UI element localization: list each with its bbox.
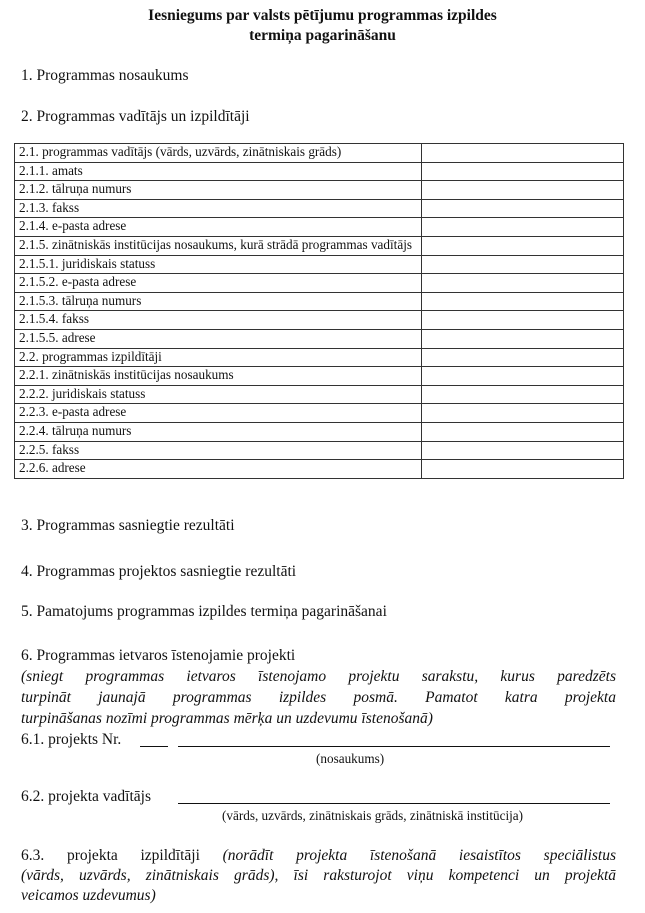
table-row [15,348,624,367]
table-row [15,292,624,311]
row-value-cell[interactable] [422,422,624,441]
section-5-heading: 5. Pamatojums programmas izpildes termiņa pagarināšanai [21,603,387,620]
item-6-3-note-part-1: (norādīt projekta īstenošanā iesaistītos speciālistus [222,847,616,864]
row-label: 2.1.5.1. juridiskais statuss [15,255,422,274]
table-row [15,255,624,274]
table-row [15,441,624,460]
row-label: 2.2.5. fakss [15,441,422,460]
row-value-cell[interactable] [422,367,624,386]
section-4-heading: 4. Programmas projektos sasniegtie rezultāti [21,563,297,580]
table-row [15,329,624,348]
section-6-instruction [21,666,616,729]
project-leader-field[interactable] [178,788,610,804]
row-label: 2.1. programmas vadītājs (vārds, uzvārds, zinātniskais grāds) [15,144,422,163]
project-number-field[interactable] [140,731,168,747]
row-label: 2.2.2. juridiskais statuss [15,385,422,404]
row-label: 2.1.5.3. tālruņa numurs [15,292,422,311]
row-value-cell[interactable] [422,181,624,200]
item-6-3-line-1 [21,846,616,866]
row-value-cell[interactable] [422,144,624,163]
item-6-3-plain-part: īsi raksturojot viņu kompetenci un projektā [293,867,617,884]
row-label: 2.2.3. e-pasta adrese [15,404,422,423]
row-label: 2.1.4. e-pasta adrese [15,218,422,237]
row-value-cell[interactable] [422,404,624,423]
row-label: 2.1.5. zinātniskās institūcijas nosaukums, kurā strādā programmas vadītājs [15,236,422,255]
section-2-heading: 2. Programmas vadītājs un izpildītāji [21,108,250,125]
row-value-cell[interactable] [422,292,624,311]
row-label: 2.2. programmas izpildītāji [15,348,422,367]
row-label: 2.2.1. zinātniskās institūcijas nosaukums [15,367,422,386]
document-title [0,6,645,46]
table-row [15,181,624,200]
project-name-field[interactable] [178,731,610,747]
item-6-3-label: 6.3. projekta izpildītāji [21,847,200,864]
table-row [15,385,624,404]
row-value-cell[interactable] [422,255,624,274]
table-row [15,274,624,293]
item-6-3-note-part-2: (vārds, uzvārds, zinātniskais grāds), [21,867,279,884]
row-value-cell[interactable] [422,236,624,255]
row-value-cell[interactable] [422,385,624,404]
table-row [15,199,624,218]
row-value-cell[interactable] [422,218,624,237]
project-name-caption: (nosaukums) [316,751,385,766]
section-6-instruction-line-3: turpināšanas nozīmi programmas mērķa un uzdevumu īstenošanā) [21,710,433,727]
table-row [15,422,624,441]
row-value-cell[interactable] [422,460,624,479]
project-leader-caption: (vārds, uzvārds, zinātniskais grāds, zinātniskā institūcija) [222,808,524,823]
table-row [15,236,624,255]
table-row [15,404,624,423]
row-label: 2.2.4. tālruņa numurs [15,422,422,441]
table-row [15,162,624,181]
row-label: 2.2.6. adrese [15,460,422,479]
row-value-cell[interactable] [422,274,624,293]
row-label: 2.1.1. amats [15,162,422,181]
section-6-instruction-line-2: turpināt jaunajā programmas izpildes posmā. Pamatot katra projekta [21,689,616,706]
title-line-2: termiņa pagarināšanu [249,27,396,44]
item-6-3-line-2 [21,866,616,886]
leader-and-executors-table [14,143,624,479]
table-row [15,144,624,163]
item-6-1-label: 6.1. projekts Nr. [21,731,122,748]
row-value-cell[interactable] [422,348,624,367]
row-value-cell[interactable] [422,311,624,330]
table-row [15,460,624,479]
row-label: 2.1.5.2. e-pasta adrese [15,274,422,293]
table-row [15,367,624,386]
section-3-heading: 3. Programmas sasniegtie rezultāti [21,517,235,534]
row-label: 2.1.2. tālruņa numurs [15,181,422,200]
row-value-cell[interactable] [422,162,624,181]
row-value-cell[interactable] [422,441,624,460]
row-value-cell[interactable] [422,329,624,348]
item-6-3 [21,846,616,906]
row-label: 2.1.5.5. adrese [15,329,422,348]
row-label: 2.1.3. fakss [15,199,422,218]
section-6-heading: 6. Programmas ietvaros īstenojamie projekti [21,647,296,664]
section-6-instruction-line-1: (sniegt programmas ietvaros īstenojamo projektu sarakstu, kurus paredzēts [21,668,616,685]
row-value-cell[interactable] [422,199,624,218]
table-row [15,311,624,330]
table-row [15,218,624,237]
title-line-1: Iesniegums par valsts pētījumu programmas izpildes [148,7,497,24]
item-6-3-note-part-3: veicamos uzdevumus) [21,887,156,904]
section-1-heading: 1. Programmas nosaukums [21,67,189,84]
row-label: 2.1.5.4. fakss [15,311,422,330]
item-6-2-label: 6.2. projekta vadītājs [21,788,151,805]
